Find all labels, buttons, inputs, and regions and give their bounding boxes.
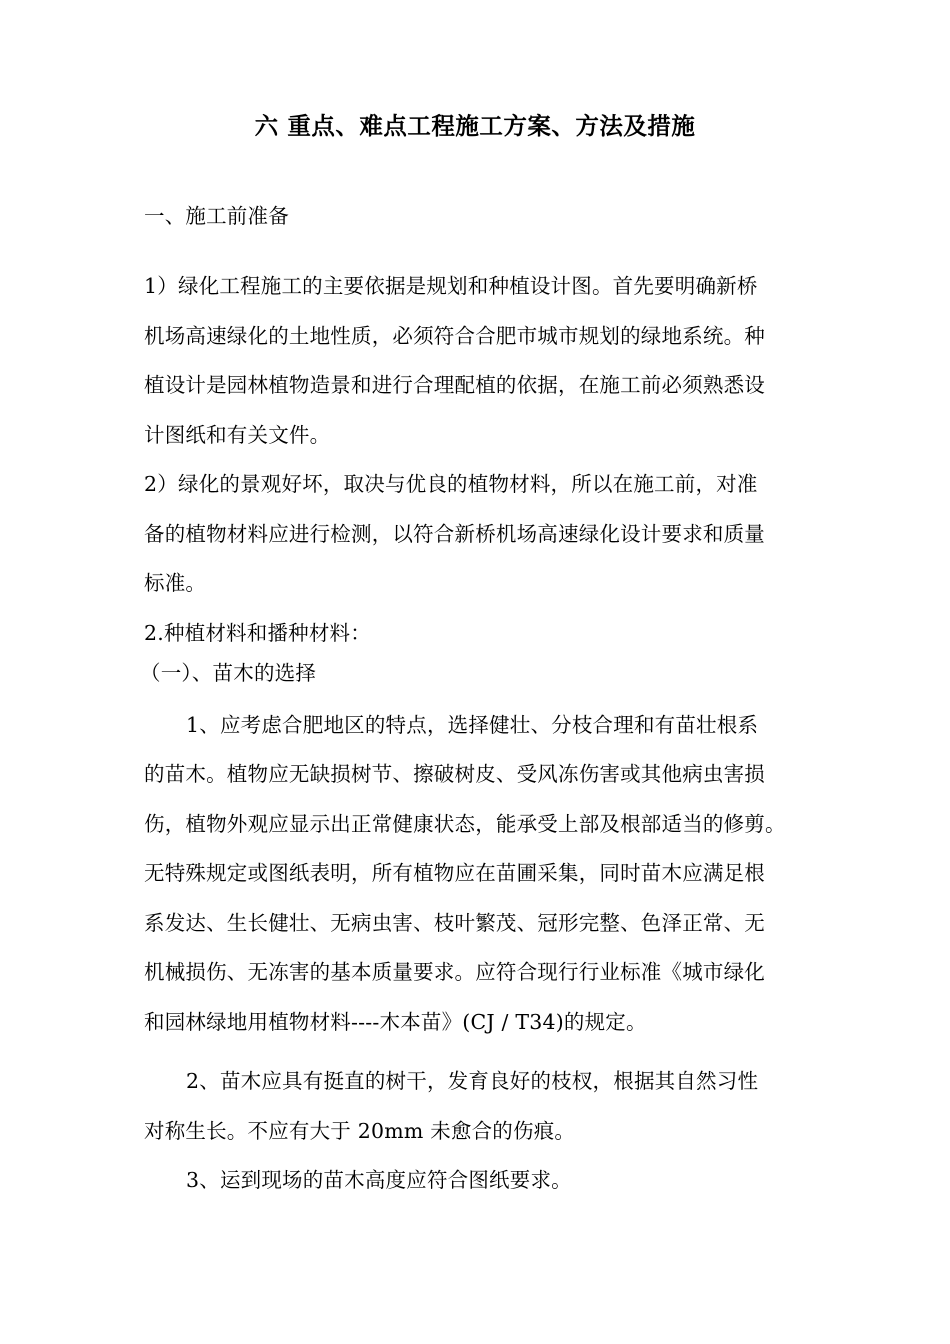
- item-1-line-5: 系发达、生长健壮、无病虫害、枝叶繁茂、冠形完整、色泽正常、无: [144, 911, 765, 935]
- paragraph-1-line-3: 植设计是园林植物造景和进行合理配植的依据，在施工前必须熟悉设: [144, 373, 765, 397]
- paragraph-1-line-2: 机场高速绿化的土地性质，必须符合合肥市城市规划的绿地系统。种: [144, 324, 765, 348]
- paragraph-1-line-4: 计图纸和有关文件。: [144, 423, 331, 447]
- item-2-line-1: 2、苗木应具有挺直的树干，发育良好的枝杈，根据其自然习性: [186, 1069, 759, 1093]
- paragraph-2-line-1: 2）绿化的景观好坏，取决与优良的植物材料，所以在施工前，对准: [144, 472, 758, 496]
- item-1-line-7: 和园林绿地用植物材料----木本苗》(CJ / T34)的规定。: [144, 1010, 647, 1034]
- paragraph-2-line-3: 标准。: [144, 571, 207, 595]
- section-heading-materials: 2.种植材料和播种材料：: [144, 621, 371, 645]
- item-3-line-1: 3、运到现场的苗木高度应符合图纸要求。: [186, 1168, 572, 1192]
- section-heading-preparation: 一、施工前准备: [144, 204, 289, 228]
- page-title: 六 重点、难点工程施工方案、方法及措施: [254, 112, 696, 140]
- item-1-line-4: 无特殊规定或图纸表明，所有植物应在苗圃采集，同时苗木应满足根: [144, 861, 765, 885]
- item-1-line-3: 伤，植物外观应显示出正常健康状态，能承受上部及根部适当的修剪。: [144, 812, 786, 836]
- paragraph-1-line-1: 1）绿化工程施工的主要依据是规划和种植设计图。首先要明确新桥: [144, 274, 758, 298]
- paragraph-2-line-2: 备的植物材料应进行检测，以符合新桥机场高速绿化设计要求和质量: [144, 522, 765, 546]
- item-1-line-6: 机械损伤、无冻害的基本质量要求。应符合现行行业标准《城市绿化: [144, 960, 765, 984]
- item-1-line-2: 的苗木。植物应无缺损树节、擦破树皮、受风冻伤害或其他病虫害损: [144, 762, 765, 786]
- item-2-line-2: 对称生长。不应有大于 20mm 未愈合的伤痕。: [144, 1119, 576, 1143]
- subsection-heading-seedlings: （一）、苗木的选择: [140, 661, 317, 685]
- item-1-line-1: 1、应考虑合肥地区的特点，选择健壮、分枝合理和有苗壮根系: [186, 713, 759, 737]
